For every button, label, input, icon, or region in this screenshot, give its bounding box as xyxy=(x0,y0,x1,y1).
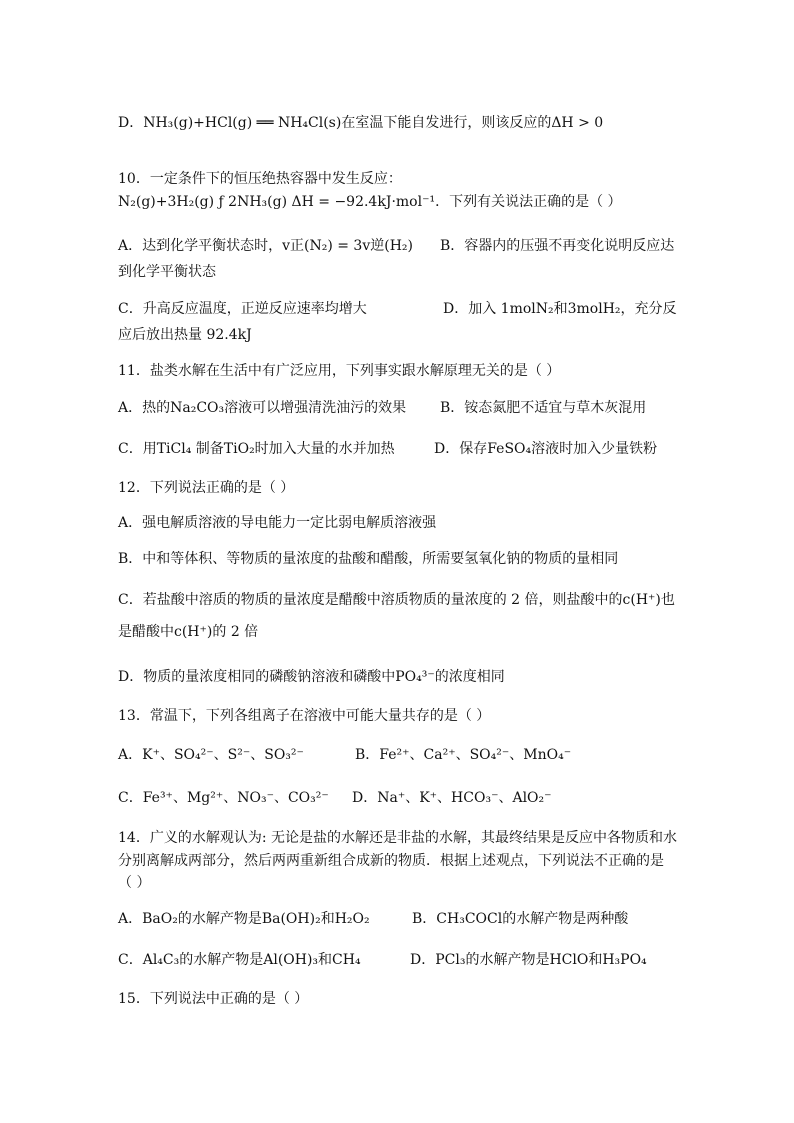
question-10-option-a: A．达到化学平衡状态时，v正(N₂) = 3v逆(H₂) xyxy=(118,238,413,254)
question-14-answer-paren: （ ） xyxy=(118,875,151,891)
question-11-option-a: A．热的Na₂CO₃溶液可以增强清洗油污的效果 xyxy=(118,400,407,416)
question-10-option-d-cont: 应后放出热量 92.4kJ xyxy=(118,327,252,343)
question-10-option-b-cont: 到化学平衡状态 xyxy=(118,264,216,280)
line-option-d-nh4cl: D．NH₃(g)+HCl(g) ══ NH₄Cl(s)在室温下能自发进行，则该反应的ΔH > 0 xyxy=(118,115,604,131)
question-14-option-d: D．PCl₃的水解产物是HClO和H₃PO₄ xyxy=(410,952,647,968)
question-14-option-b: B．CH₃COCl的水解产物是两种酸 xyxy=(412,911,629,927)
question-10-equation: N₂(g)+3H₂(g) ƒ 2NH₃(g) ΔH = −92.4kJ·mol⁻¹．下列有关说法正确的是（ ） xyxy=(118,194,622,210)
question-13-option-c: C．Fe³⁺、Mg²⁺、NO₃⁻、CO₃²⁻ xyxy=(118,790,329,806)
question-12-option-a: A．强电解质溶液的导电能力一定比弱电解质溶液强 xyxy=(118,515,437,531)
question-10-stem: 10．一定条件下的恒压绝热容器中发生反应： xyxy=(118,171,402,187)
question-14-stem-cont: 分别离解成两部分，然后两两重新组合成新的物质．根据上述观点，下列说法不正确的是 xyxy=(118,853,664,869)
question-13-option-d: D．Na⁺、K⁺、HCO₃⁻、AlO₂⁻ xyxy=(352,790,552,806)
question-11-stem: 11．盐类水解在生活中有广泛应用，下列事实跟水解原理无关的是（ ） xyxy=(118,363,561,379)
question-10-option-c: C．升高反应温度，正逆反应速率均增大 xyxy=(118,301,367,317)
question-13-option-b: B．Fe²⁺、Ca²⁺、SO₄²⁻、MnO₄⁻ xyxy=(355,747,572,763)
question-15-stem: 15．下列说法中正确的是（ ） xyxy=(118,991,309,1007)
question-14-option-c: C．Al₄C₃的水解产物是Al(OH)₃和CH₄ xyxy=(118,952,361,968)
question-14-stem: 14．广义的水解观认为: 无论是盐的水解还是非盐的水解，其最终结果是反应中各物质和水 xyxy=(118,830,677,846)
question-12-option-c-cont: 是醋酸中c(H⁺)的 2 倍 xyxy=(118,624,259,640)
question-10-option-d: D．加入 1molN₂和3molH₂，充分反 xyxy=(443,301,677,317)
question-12-option-d: D．物质的量浓度相同的磷酸钠溶液和磷酸中PO₄³⁻的浓度相同 xyxy=(118,669,505,685)
question-12-option-c: C．若盐酸中溶质的物质的量浓度是醋酸中溶质物质的量浓度的 2 倍，则盐酸中的c(H⁺)也 xyxy=(118,592,675,608)
question-14-option-a: A．BaO₂的水解产物是Ba(OH)₂和H₂O₂ xyxy=(118,911,370,927)
question-11-option-b: B．铵态氮肥不适宜与草木灰混用 xyxy=(440,400,647,416)
question-12-stem: 12．下列说法正确的是（ ） xyxy=(118,480,295,496)
question-13-option-a: A．K⁺、SO₄²⁻、S²⁻、SO₃²⁻ xyxy=(118,747,304,763)
question-11-option-d: D．保存FeSO₄溶液时加入少量铁粉 xyxy=(434,441,658,457)
question-13-stem: 13．常温下，下列各组离子在溶液中可能大量共存的是（ ） xyxy=(118,708,491,724)
question-11-option-c: C．用TiCl₄ 制备TiO₂时加入大量的水并加热 xyxy=(118,441,395,457)
question-10-option-b: B．容器内的压强不再变化说明反应达 xyxy=(440,238,675,254)
question-12-option-b: B．中和等体积、等物质的量浓度的盐酸和醋酸，所需要氢氧化钠的物质的量相同 xyxy=(118,551,619,567)
